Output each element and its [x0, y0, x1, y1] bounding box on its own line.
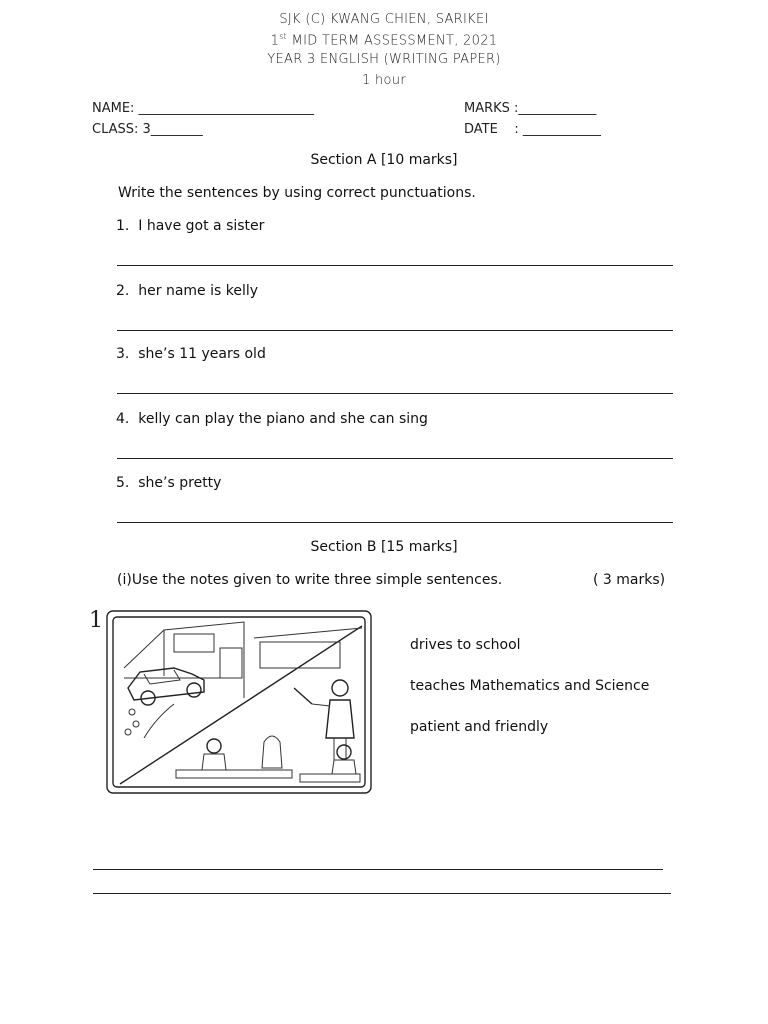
question-text: she’s pretty [138, 475, 222, 491]
question-number: 3. [116, 346, 130, 362]
name-field[interactable]: NAME: ___________________________ [92, 101, 315, 116]
answer-line-b-2[interactable] [93, 893, 671, 894]
question-2 [116, 283, 258, 299]
answer-line-5[interactable] [117, 522, 673, 523]
note-1: drives to school [410, 637, 521, 653]
teacher-illustration [104, 608, 374, 796]
answer-line-b-1[interactable] [93, 869, 663, 870]
assessment-title [0, 32, 768, 48]
question-3 [116, 346, 266, 362]
question-4 [116, 411, 428, 427]
question-number: 1. [116, 218, 130, 234]
paper-subject: YEAR 3 ENGLISH (WRITING PAPER) [267, 52, 501, 67]
picture-number: 1 [89, 608, 103, 633]
duration: 1 hour [362, 73, 406, 88]
answer-line-2[interactable] [117, 330, 673, 331]
question-text: her name is kelly [138, 283, 259, 299]
answer-line-4[interactable] [117, 458, 673, 459]
assessment-number: 1 [270, 33, 280, 49]
note-2: teaches Mathematics and Science [410, 678, 650, 694]
answer-line-3[interactable] [117, 393, 673, 394]
answer-line-1[interactable] [117, 265, 673, 266]
school-name: SJK (C) KWANG CHIEN, SARIKEI [279, 12, 489, 27]
note-3: patient and friendly [410, 719, 549, 735]
assessment-title-text: MID TERM ASSESSMENT, 2021 [287, 33, 498, 49]
question-5 [116, 475, 221, 491]
assessment-ordinal: st [279, 32, 288, 41]
question-number: 4. [116, 411, 130, 427]
marks-field[interactable]: MARKS :____________ [464, 101, 597, 116]
question-number: 2. [116, 283, 130, 299]
question-1 [116, 218, 264, 234]
question-text: she’s 11 years old [138, 346, 266, 362]
section-b-instruction: (i)Use the notes given to write three simple sentences. [117, 572, 503, 588]
date-field[interactable]: DATE : ____________ [464, 122, 601, 137]
section-b-marks: ( 3 marks) [593, 572, 666, 588]
question-number: 5. [116, 475, 130, 491]
section-b-title: Section B [15 marks] [310, 539, 458, 555]
question-text: I have got a sister [138, 218, 265, 234]
question-text: kelly can play the piano and she can sing [138, 411, 428, 427]
section-a-title: Section A [10 marks] [310, 152, 458, 168]
section-a-instruction: Write the sentences by using correct punctuations. [118, 185, 476, 201]
class-field[interactable]: CLASS: 3________ [92, 122, 203, 137]
